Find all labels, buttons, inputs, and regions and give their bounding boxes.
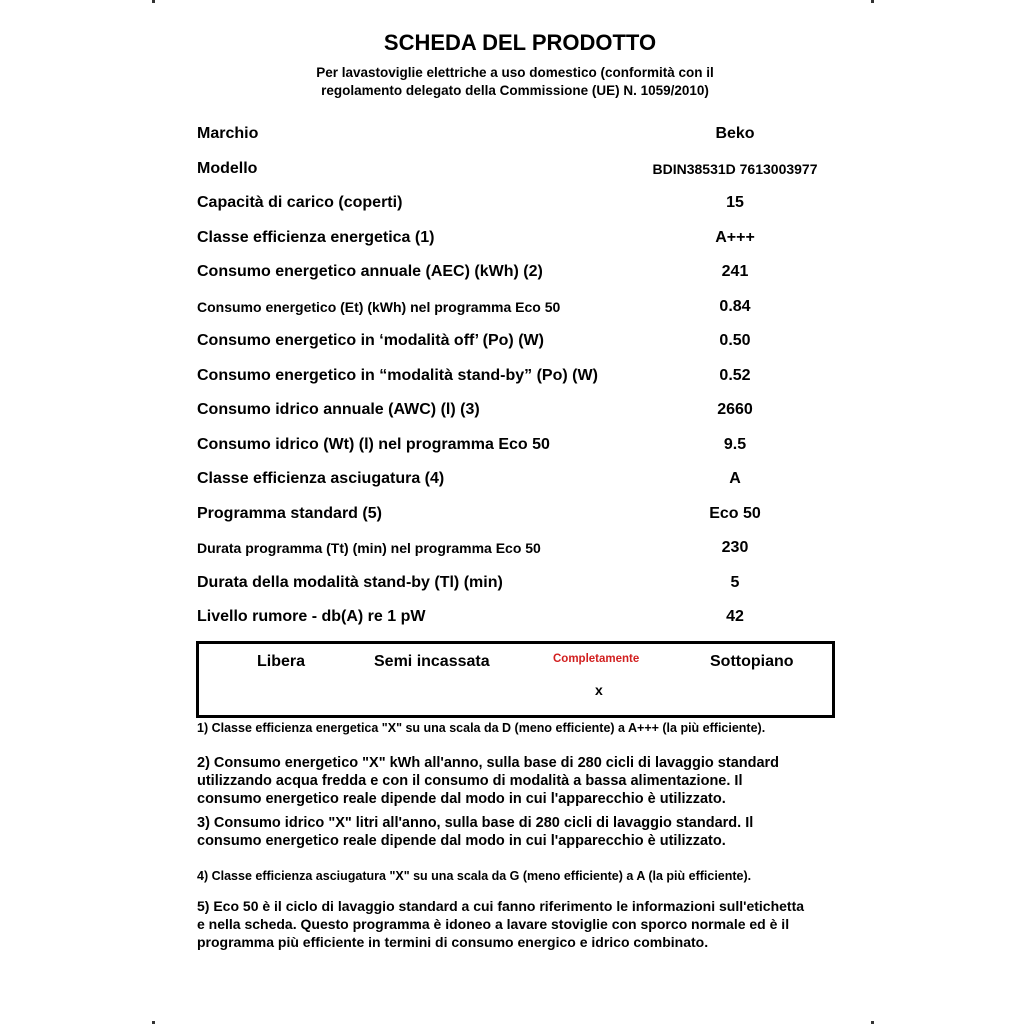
- spec-row-capacity: [197, 188, 837, 223]
- spec-label: Marchio: [197, 125, 259, 142]
- spec-value: Eco 50: [709, 504, 761, 522]
- spec-value: 9.5: [723, 435, 747, 453]
- spec-value: A: [729, 470, 741, 487]
- spec-table: [197, 119, 837, 637]
- spec-label: Consumo energetico in ‘modalità off’ (Po) (W): [197, 332, 544, 349]
- spec-value: 15: [726, 194, 744, 211]
- installation-type-box: [196, 641, 835, 718]
- spec-row-off-mode: [197, 326, 837, 361]
- spec-value: 241: [721, 263, 749, 280]
- spec-row-water-eco: [197, 430, 837, 465]
- footnote-3-line-1: 3) Consumo idrico "X" litri all'anno, sulla base di 280 cicli di lavaggio standard. Il: [197, 815, 754, 831]
- footnote-5-line-1: 5) Eco 50 è il ciclo di lavaggio standard a cui fanno riferimento le informazioni sull'etichetta: [197, 898, 805, 914]
- spec-label: Durata della modalità stand-by (Tl) (min): [197, 573, 503, 591]
- spec-value: BDIN38531D 7613003977: [652, 160, 818, 177]
- footnote-2-line-2: utilizzando acqua fredda e con il consumo di modalità a bassa alimentazione. Il: [197, 773, 743, 789]
- spec-value: A+++: [715, 228, 755, 246]
- installation-option-semi-integrated: Semi incassata: [374, 653, 490, 670]
- footnote-5-line-2: e nella scheda. Questo programma è idoneo a lavare stoviglie con sporco normale ed è il: [197, 916, 790, 932]
- spec-row-standby-duration: [197, 568, 837, 603]
- installation-option-freestanding: Libera: [257, 653, 306, 670]
- spec-row-brand: [197, 119, 837, 154]
- spec-row-standby-mode: [197, 361, 837, 396]
- spec-label: Consumo idrico (Wt) (l) nel programma Eco 50: [197, 435, 550, 453]
- spec-value: 0.50: [719, 332, 751, 349]
- subtitle-line-2: regolamento delegato della Commissione (UE) N. 1059/2010): [321, 83, 709, 98]
- spec-row-drying-class: [197, 464, 837, 499]
- footnote-5: [197, 897, 837, 951]
- spec-value: 5: [730, 573, 740, 591]
- crop-mark-top-left: [152, 0, 155, 3]
- spec-row-annual-energy: [197, 257, 837, 292]
- spec-label: Livello rumore - db(A) re 1 pW: [197, 608, 426, 625]
- installation-option-fully-integrated: Completamente: [553, 653, 640, 665]
- spec-row-program-duration: [197, 533, 837, 568]
- spec-label: Consumo idrico annuale (AWC) (l) (3): [197, 401, 480, 418]
- subtitle-line-1: Per lavastoviglie elettriche a uso domestico (conformità con il: [316, 65, 714, 80]
- footnote-2-line-3: consumo energetico reale dipende dal modo in cui l'apparecchio è utilizzato.: [197, 791, 726, 807]
- installation-selected-mark: x: [595, 682, 603, 698]
- spec-label: Durata programma (Tt) (min) nel programma Eco 50: [197, 540, 541, 556]
- page-subtitle: [0, 64, 1024, 100]
- spec-label: Modello: [197, 159, 258, 177]
- spec-label: Consumo energetico annuale (AEC) (kWh) (2): [197, 263, 543, 280]
- footnote-5-line-3: programma più efficiente in termini di consumo energico e idrico combinato.: [197, 934, 709, 950]
- spec-row-standard-program: [197, 499, 837, 534]
- footnote-2-line-1: 2) Consumo energetico "X" kWh all'anno, sulla base di 280 cicli di lavaggio standard: [197, 755, 780, 771]
- crop-mark-top-right: [871, 0, 874, 3]
- footnote-3-line-2: consumo energetico reale dipende dal modo in cui l'apparecchio è utilizzato.: [197, 833, 726, 849]
- spec-value: 2660: [717, 401, 753, 418]
- footnote-3: [197, 814, 837, 850]
- spec-label: Classe efficienza asciugatura (4): [197, 470, 445, 487]
- spec-row-noise-level: [197, 602, 837, 637]
- spec-label: Classe efficienza energetica (1): [197, 228, 435, 246]
- installation-option-under-counter: Sottopiano: [710, 653, 794, 670]
- spec-value: 42: [726, 608, 744, 625]
- footnote-1: 1) Classe efficienza energetica "X" su una scala da D (meno efficiente) a A+++ (la più efficiente).: [197, 721, 766, 735]
- spec-label: Programma standard (5): [197, 504, 382, 522]
- spec-row-energy-class: [197, 223, 837, 258]
- spec-row-energy-eco: [197, 292, 837, 327]
- spec-label: Consumo energetico in “modalità stand-by” (Po) (W): [197, 366, 598, 384]
- footnote-2: [197, 754, 837, 808]
- spec-label: Consumo energetico (Et) (kWh) nel programma Eco 50: [197, 298, 561, 315]
- spec-label: Capacità di carico (coperti): [197, 194, 403, 211]
- spec-value: Beko: [715, 125, 755, 142]
- page-title: SCHEDA DEL PRODOTTO: [383, 30, 657, 55]
- spec-value: 230: [721, 539, 749, 556]
- spec-value: 0.84: [719, 297, 751, 315]
- footnote-4: 4) Classe efficienza asciugatura "X" su una scala da G (meno efficiente) a A (la più efficiente).: [197, 869, 752, 883]
- spec-value: 0.52: [719, 366, 751, 384]
- spec-row-annual-water: [197, 395, 837, 430]
- spec-row-model: [197, 154, 837, 189]
